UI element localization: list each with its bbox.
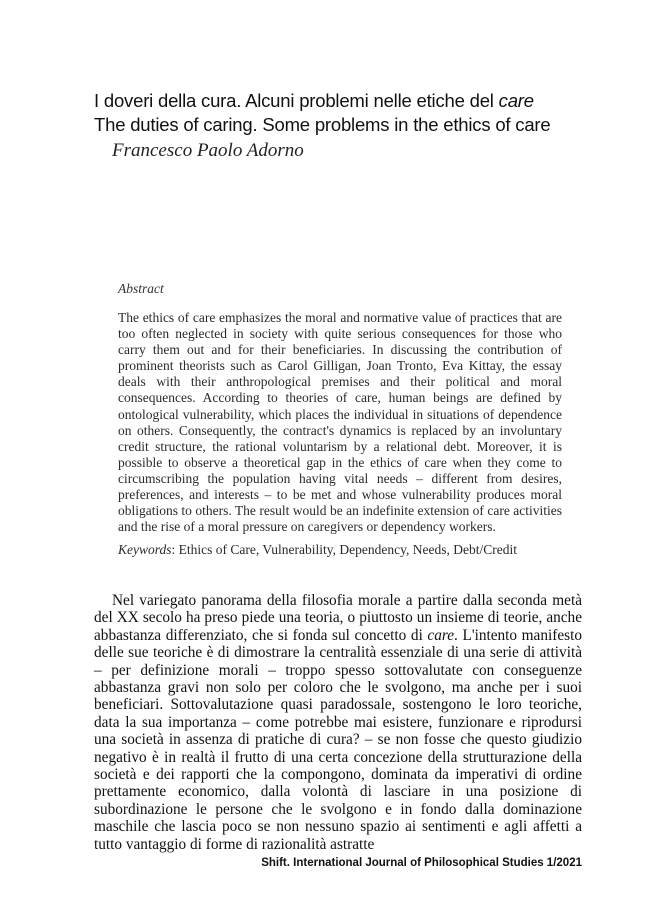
title-italian xyxy=(94,90,614,112)
keywords xyxy=(118,542,562,558)
body-text-emphasis: care xyxy=(427,626,455,644)
journal-footer: Shift. International Journal of Philosophical Studies 1/2021 xyxy=(261,857,582,869)
title-italian-main: I doveri della cura. Alcuni problemi nelle etiche del xyxy=(94,90,494,111)
body-text-part2: . L'intento manifesto delle sue teoriche è di dimostrare la centralità essenziale di una serie di attività – per definizione morali – troppo spesso sottovalutate con conseguenze abbastanza gravi non solo per coloro che le svolgono, ma anche per i suoi beneficiari. Sottovalutazione quasi paradossale, sostengono le loro teoriche, data la sua importanza – come potrebbe mai esistere, funzionare e riprodursi una società in assenza di pratiche di cura? – se non fosse che questo giudizio negativo è in realtà il frutto di una certa concezione della strutturazione della società e dei rapporti che la compongono, dominata da imperativi di ordine prettamente economico, dalla volontà di lasciare in una posizione di subordinazione le persone che le svolgono e in fondo dalla dominazione maschile che lascia poco se non nessuno spazio ai sentimenti e agli affetti a tutto vantaggio di forme di razionalità astratte xyxy=(94,626,582,853)
abstract-body: The ethics of care emphasizes the moral and normative value of practices that are too often neglected in society with quite serious consequences for those who carry them out and for their beneficiaries. In discussing the contribution of prominent theorists such as Carol Gilligan, Joan Tronto, Eva Kittay, the essay deals with their anthropological premises and their political and moral consequences. According to theories of care, human beings are defined by ontological vulnerability, which places the individual in situations of dependence on others. Consequently, the contract's dynamics is replaced by an involuntary credit structure, the rational voluntarism by a relational debt. Moreover, it is possible to observe a theoretical gap in the ethics of care when they come to circumscribing the population having vital needs – different from desires, preferences, and interests – to be met and whose vulnerability produces moral obligations to others. The result would be an indefinite extension of care activities and the rise of a moral pressure on caregivers or dependency workers. xyxy=(118,310,562,535)
abstract-heading: Abstract xyxy=(118,281,164,296)
keywords-label: Keywords xyxy=(118,542,172,557)
keywords-text: Ethics of Care, Vulnerability, Dependency, Needs, Debt/Credit xyxy=(178,542,517,557)
body-paragraph xyxy=(94,592,582,853)
title-english: The duties of caring. Some problems in the ethics of care xyxy=(94,114,551,135)
author-name: Francesco Paolo Adorno xyxy=(112,140,304,161)
keywords-separator: : xyxy=(171,542,179,557)
title-italian-emphasis: care xyxy=(498,90,534,111)
body-text-part1: Nel variegato panorama della filosofia morale a partire dalla seconda metà del XX secolo ha preso piede una teoria, o piuttosto un insieme di teorie, anche abbastanza differenziato, che si fonda sul concetto di xyxy=(94,592,582,644)
